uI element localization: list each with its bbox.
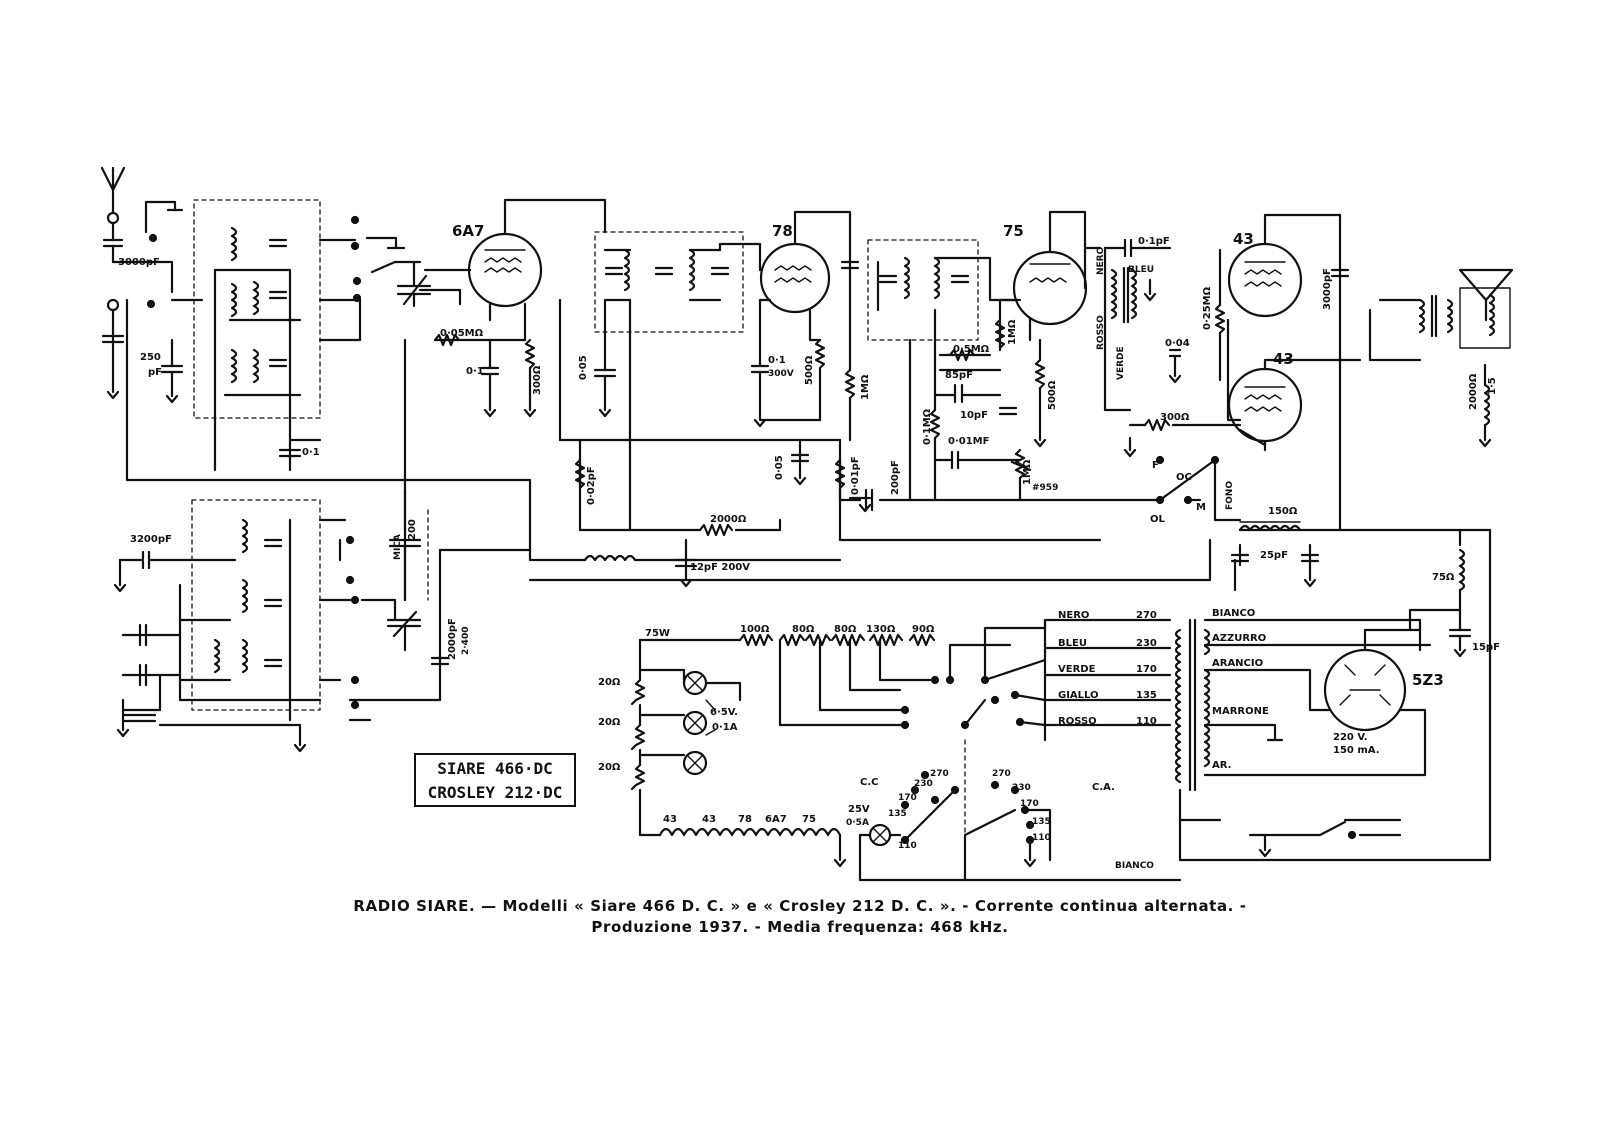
tube-label-43b: 43 [1273, 350, 1294, 368]
label-r2000c: 2000Ω [1468, 373, 1479, 410]
label-c005: 0·05 [578, 355, 589, 380]
model-label-siare: SIARE 466·DC [437, 759, 553, 778]
label-r500: 500Ω [804, 355, 815, 385]
label-mica: MICA [393, 534, 403, 560]
label-r300: 300Ω [532, 365, 543, 395]
tube-label-75: 75 [1003, 222, 1024, 240]
label-r1m: 1MΩ [860, 374, 871, 400]
label-r80b: 80Ω [834, 624, 857, 635]
label-m: M [1196, 502, 1206, 513]
label-s135: 135 [888, 809, 907, 819]
label-s135b: 135 [1032, 817, 1051, 827]
label-r20c: 20Ω [598, 762, 621, 773]
label-nero1: NERO [1096, 246, 1106, 275]
label-r005: 0·05MΩ [440, 328, 484, 339]
label-c01b: 0·1 [466, 366, 484, 377]
label-r20a: 20Ω [598, 677, 621, 688]
label-r1m2: 1MΩ [1007, 319, 1018, 345]
tube-label-5z3: 5Z3 [1412, 671, 1444, 689]
label-h78: 78 [738, 814, 752, 825]
label-r150: 150Ω [1268, 506, 1298, 517]
label-h6a7: 6A7 [765, 814, 787, 825]
label-c3000pf: 3000pF [118, 257, 160, 268]
label-bleu: BLEU [1058, 638, 1087, 649]
label-f: F [1152, 460, 1159, 471]
label-c25: 25pF [1260, 550, 1288, 561]
label-c005b: 0·05 [774, 455, 785, 480]
label-s270b: 270 [992, 769, 1011, 779]
antenna-input-section [102, 168, 430, 470]
label-rosso: ROSSO [1058, 716, 1097, 727]
if-transformer-1 [560, 232, 840, 530]
if-transformer-2 [868, 240, 1020, 345]
label-c15: 15pF [1472, 642, 1500, 653]
label-r75: 75Ω [1432, 572, 1455, 583]
oscillator-section [115, 490, 530, 751]
label-v25: 25V [848, 804, 870, 815]
tube-label-6a7: 6A7 [452, 222, 485, 240]
label-a05: 0·5A [846, 818, 869, 828]
label-h43a: 43 [663, 814, 677, 825]
label-oc: OC [1176, 472, 1192, 483]
label-s110: 110 [898, 841, 917, 851]
label-cc: C.C [860, 777, 879, 788]
label-v230: 230 [1136, 638, 1157, 649]
label-h75: 75 [802, 814, 816, 825]
label-v220: 220 V. [1333, 732, 1368, 743]
label-c01: 0·1 [302, 447, 320, 458]
label-c3000b: 3000pF [1322, 268, 1333, 310]
label-nero: NERO [1058, 610, 1090, 621]
label-ma150: 150 mA. [1333, 745, 1380, 756]
label-pf: pF [148, 367, 162, 378]
label-s170b: 170 [1020, 799, 1039, 809]
label-s230: 230 [914, 779, 933, 789]
label-c300v: 300V [768, 369, 794, 379]
caption-line-1: RADIO SIARE. — Modelli « Siare 466 D. C. » e « Crosley 212 D. C. ». - Corrente continua alternata. - [353, 897, 1247, 915]
label-marrone: MARRONE [1212, 706, 1269, 717]
label-c200pf: 200pF [890, 460, 901, 495]
label-r100: 100Ω [740, 624, 770, 635]
model-label-crosley: CROSLEY 212·DC [427, 783, 563, 802]
label-c200: 200 [407, 519, 418, 540]
label-v170: 170 [1136, 664, 1157, 675]
label-verde: VERDE [1058, 664, 1096, 675]
label-v135: 135 [1136, 690, 1157, 701]
label-arancio: ARANCIO [1212, 658, 1264, 669]
label-w75: 75W [645, 628, 670, 639]
label-c001b: 0·01pF [850, 456, 861, 495]
label-r05m: 0·5MΩ [953, 344, 990, 355]
label-ol: OL [1150, 514, 1165, 525]
label-r1m3: 1MΩ [1022, 459, 1033, 485]
tube-6a7 [405, 200, 605, 600]
label-bleu1: BLEU [1128, 265, 1155, 275]
label-ca: C.A. [1092, 782, 1115, 793]
label-lamp2: 0·1A [712, 722, 738, 733]
model-label-box [414, 753, 576, 807]
label-h43b: 43 [702, 814, 716, 825]
label-s230b: 230 [1012, 783, 1031, 793]
label-giallo: GIALLO [1058, 690, 1099, 701]
label-c001: 0·01MF [948, 436, 990, 447]
label-r90: 90Ω [912, 624, 935, 635]
label-s170: 170 [898, 793, 917, 803]
label-c400: 2·400 [461, 626, 471, 655]
label-lamp: 6·5V. [710, 707, 738, 718]
label-c10: 10pF [960, 410, 988, 421]
label-r959: #959 [1032, 483, 1059, 493]
label-rosso1: ROSSO [1096, 315, 1106, 350]
tube-78 [752, 212, 858, 440]
label-verde1: VERDE [1116, 346, 1126, 380]
tube-label-43a: 43 [1233, 230, 1254, 248]
label-r20b: 20Ω [598, 717, 621, 728]
label-c85: 85pF [945, 370, 973, 381]
label-s270: 270 [930, 769, 949, 779]
label-c250: 250 [140, 352, 161, 363]
output-stage [1105, 215, 1512, 530]
label-ar: AR. [1212, 760, 1232, 771]
label-r025: 0·25MΩ [1202, 286, 1213, 330]
label-r500b: 500Ω [1047, 380, 1058, 410]
label-c01pf: 0·1pF [1138, 236, 1170, 247]
label-bianco: BIANCO [1212, 608, 1256, 619]
label-s110b: 110 [1032, 833, 1051, 843]
label-bianco2: BIANCO [1115, 861, 1154, 871]
label-r130: 130Ω [866, 624, 896, 635]
label-c12: 12pF 200V [690, 562, 750, 573]
label-c002: 0·02pF [586, 466, 597, 505]
label-fono: FONO [1225, 481, 1235, 510]
label-r2000b: 2000Ω [710, 514, 747, 525]
label-c01c: 0·1 [768, 355, 786, 366]
caption-line-2: Produzione 1937. - Media frequenza: 468 kHz. [591, 918, 1009, 936]
label-ohm: 1·5 [1487, 377, 1498, 395]
figure-caption [0, 896, 1600, 938]
label-c004: 0·04 [1165, 338, 1190, 349]
tube-label-78: 78 [772, 222, 793, 240]
fono-switch [1105, 457, 1240, 520]
label-v110: 110 [1136, 716, 1157, 727]
label-r80: 80Ω [792, 624, 815, 635]
label-c3200: 3200pF [130, 534, 172, 545]
label-v270: 270 [1136, 610, 1157, 621]
label-r01m: 0·1MΩ [922, 408, 933, 445]
label-azzurro: AZZURRO [1212, 633, 1267, 644]
label-c2000: 2000pF [447, 618, 458, 660]
label-r300b: 300Ω [1160, 412, 1190, 423]
tube-75 [910, 212, 1105, 500]
